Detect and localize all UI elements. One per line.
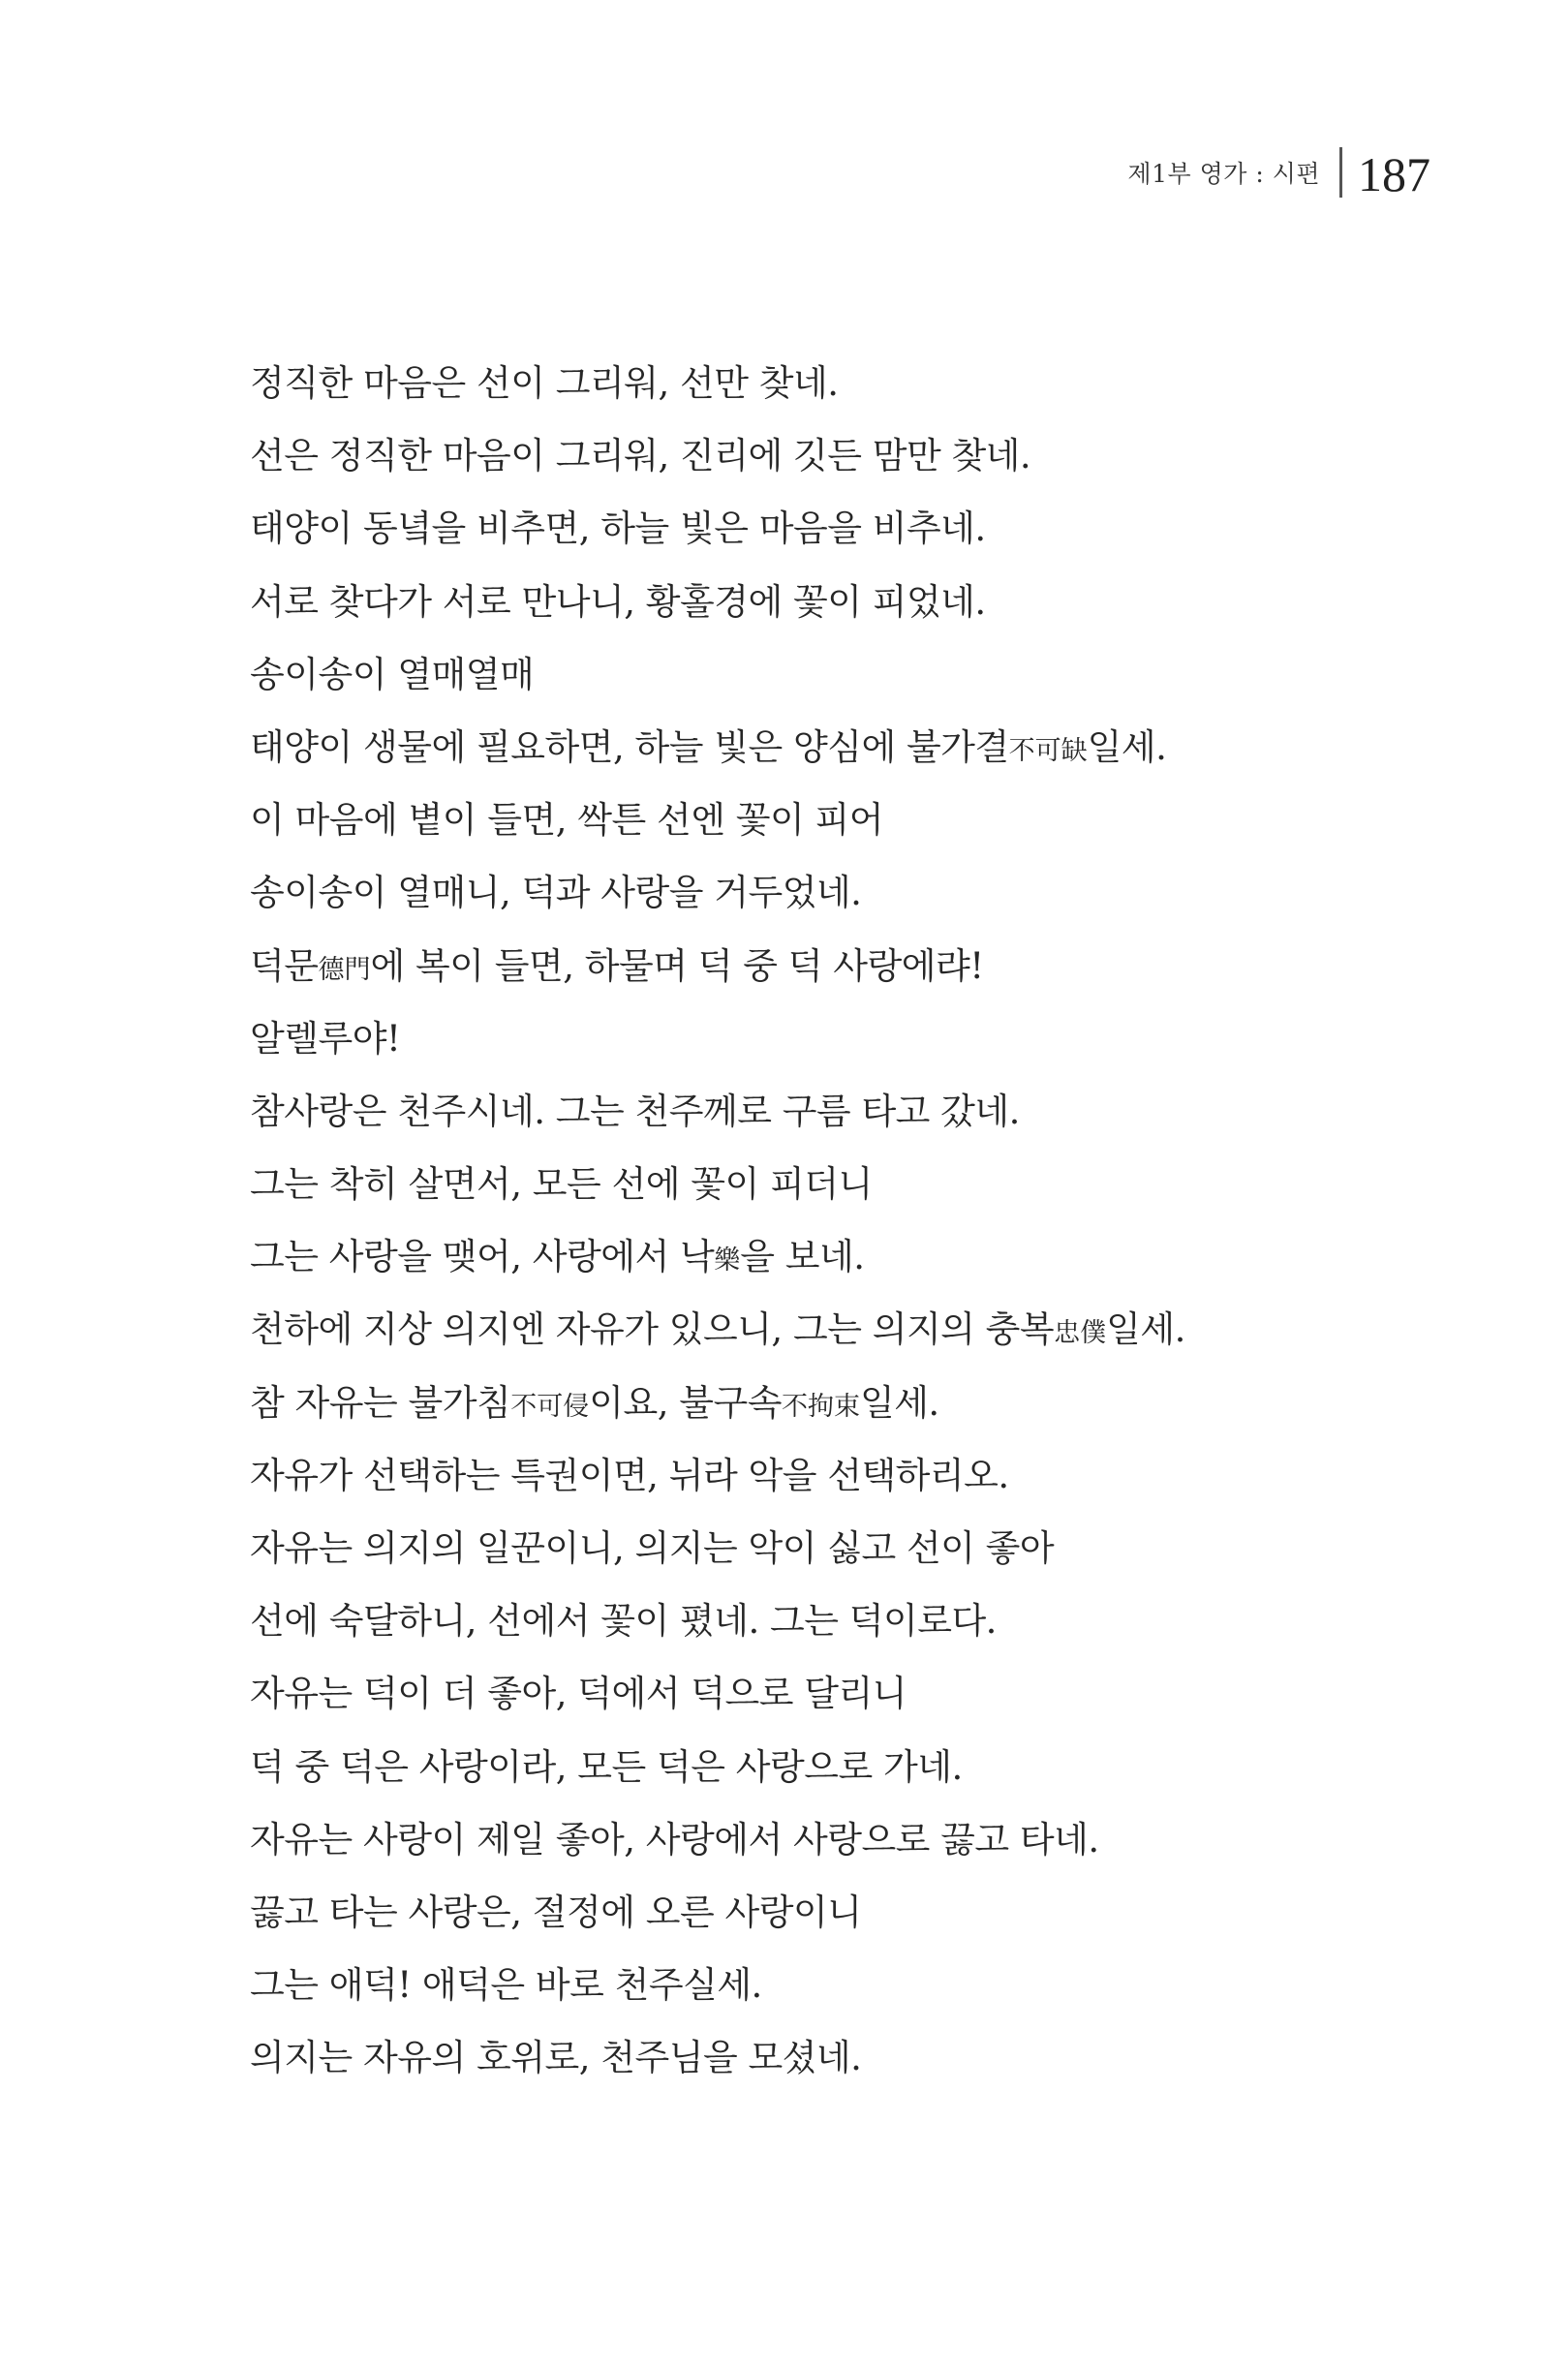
hanja-annotation: 不可侵 <box>510 1391 590 1422</box>
poem-text: 천하에 지상 의지엔 자유가 있으니, 그는 의지의 충복 <box>250 1308 1055 1351</box>
poem-text: 태양이 생물에 필요하면, 하늘 빛은 양심에 불가결 <box>250 725 1009 768</box>
hanja-annotation: 忠僕 <box>1054 1318 1107 1349</box>
hanja-annotation: 樂 <box>714 1246 741 1276</box>
poem-text: 에 복이 들면, 하물며 덕 중 덕 사랑에랴! <box>370 944 984 987</box>
poem-line <box>250 1293 1441 1366</box>
hanja-annotation: 不拘束 <box>781 1391 860 1422</box>
poem-text: 참 자유는 불가침 <box>250 1381 511 1424</box>
poem-line <box>250 930 1441 1002</box>
poem-line: 끓고 타는 사랑은, 절정에 오른 사랑이니 <box>250 1891 862 1933</box>
poem-line <box>250 1220 1441 1293</box>
poem-line: 자유는 덕이 더 좋아, 덕에서 덕으로 달리니 <box>250 1673 907 1715</box>
poem-text: 일세. <box>1106 1308 1185 1351</box>
poem-line: 송이송이 열매열매 <box>250 653 535 695</box>
poem-line: 의지는 자유의 호위로, 천주님을 모셨네. <box>250 2037 862 2079</box>
poem-line: 송이송이 열매니, 덕과 사랑을 거두었네. <box>250 872 862 914</box>
poem-text: 일세. <box>859 1381 939 1424</box>
poem-line: 선은 정직한 마음이 그리워, 진리에 깃든 맘만 찾네. <box>250 435 1031 477</box>
poem-text: 일세. <box>1087 725 1167 768</box>
poem-line: 정직한 마음은 선이 그리워, 선만 찾네. <box>250 362 839 404</box>
hanja-annotation: 德門 <box>318 954 371 985</box>
poem-line: 덕 중 덕은 사랑이라, 모든 덕은 사랑으로 가네. <box>250 1745 963 1788</box>
poem-line: 자유는 의지의 일꾼이니, 의지는 악이 싫고 선이 좋아 <box>250 1527 1055 1569</box>
poem-line: 참사랑은 천주시네. 그는 천주께로 구름 타고 갔네. <box>250 1090 1020 1132</box>
poem-line: 서로 찾다가 서로 만나니, 황홀경에 꽃이 피었네. <box>250 580 986 623</box>
poem-text: 덕문 <box>250 944 319 987</box>
header-divider <box>1339 147 1342 198</box>
page-number: 187 <box>1358 147 1430 201</box>
poem-line: 알렐루야! <box>250 1017 401 1060</box>
poem-line: 태양이 동녘을 비추면, 하늘 빛은 마음을 비추네. <box>250 507 986 550</box>
poem-line: 자유가 선택하는 특권이면, 뉘라 악을 선택하리오. <box>250 1454 1009 1496</box>
page-header <box>1127 143 1430 201</box>
poem-line <box>250 711 1441 784</box>
poem-line: 이 마음에 볕이 들면, 싹튼 선엔 꽃이 피어 <box>250 799 883 842</box>
poem-line: 자유는 사랑이 제일 좋아, 사랑에서 사랑으로 끓고 타네. <box>250 1818 1099 1861</box>
poem-line: 그는 애덕! 애덕은 바로 천주실세. <box>250 1964 762 2007</box>
poem-line: 그는 착히 살면서, 모든 선에 꽃이 피더니 <box>250 1163 873 1206</box>
hanja-annotation: 不可缺 <box>1008 735 1088 766</box>
poem-text: 이요, 불구속 <box>589 1381 782 1424</box>
poem-line <box>250 1367 1441 1439</box>
poem-text: 을 보네. <box>740 1236 865 1278</box>
poem-text: 그는 사랑을 맺어, 사랑에서 낙 <box>250 1236 715 1278</box>
running-title: 제1부 영가 : 시편 <box>1127 160 1320 188</box>
poem-line: 선에 숙달하니, 선에서 꽃이 폈네. 그는 덕이로다. <box>250 1600 997 1643</box>
poem-body <box>250 347 1441 2095</box>
